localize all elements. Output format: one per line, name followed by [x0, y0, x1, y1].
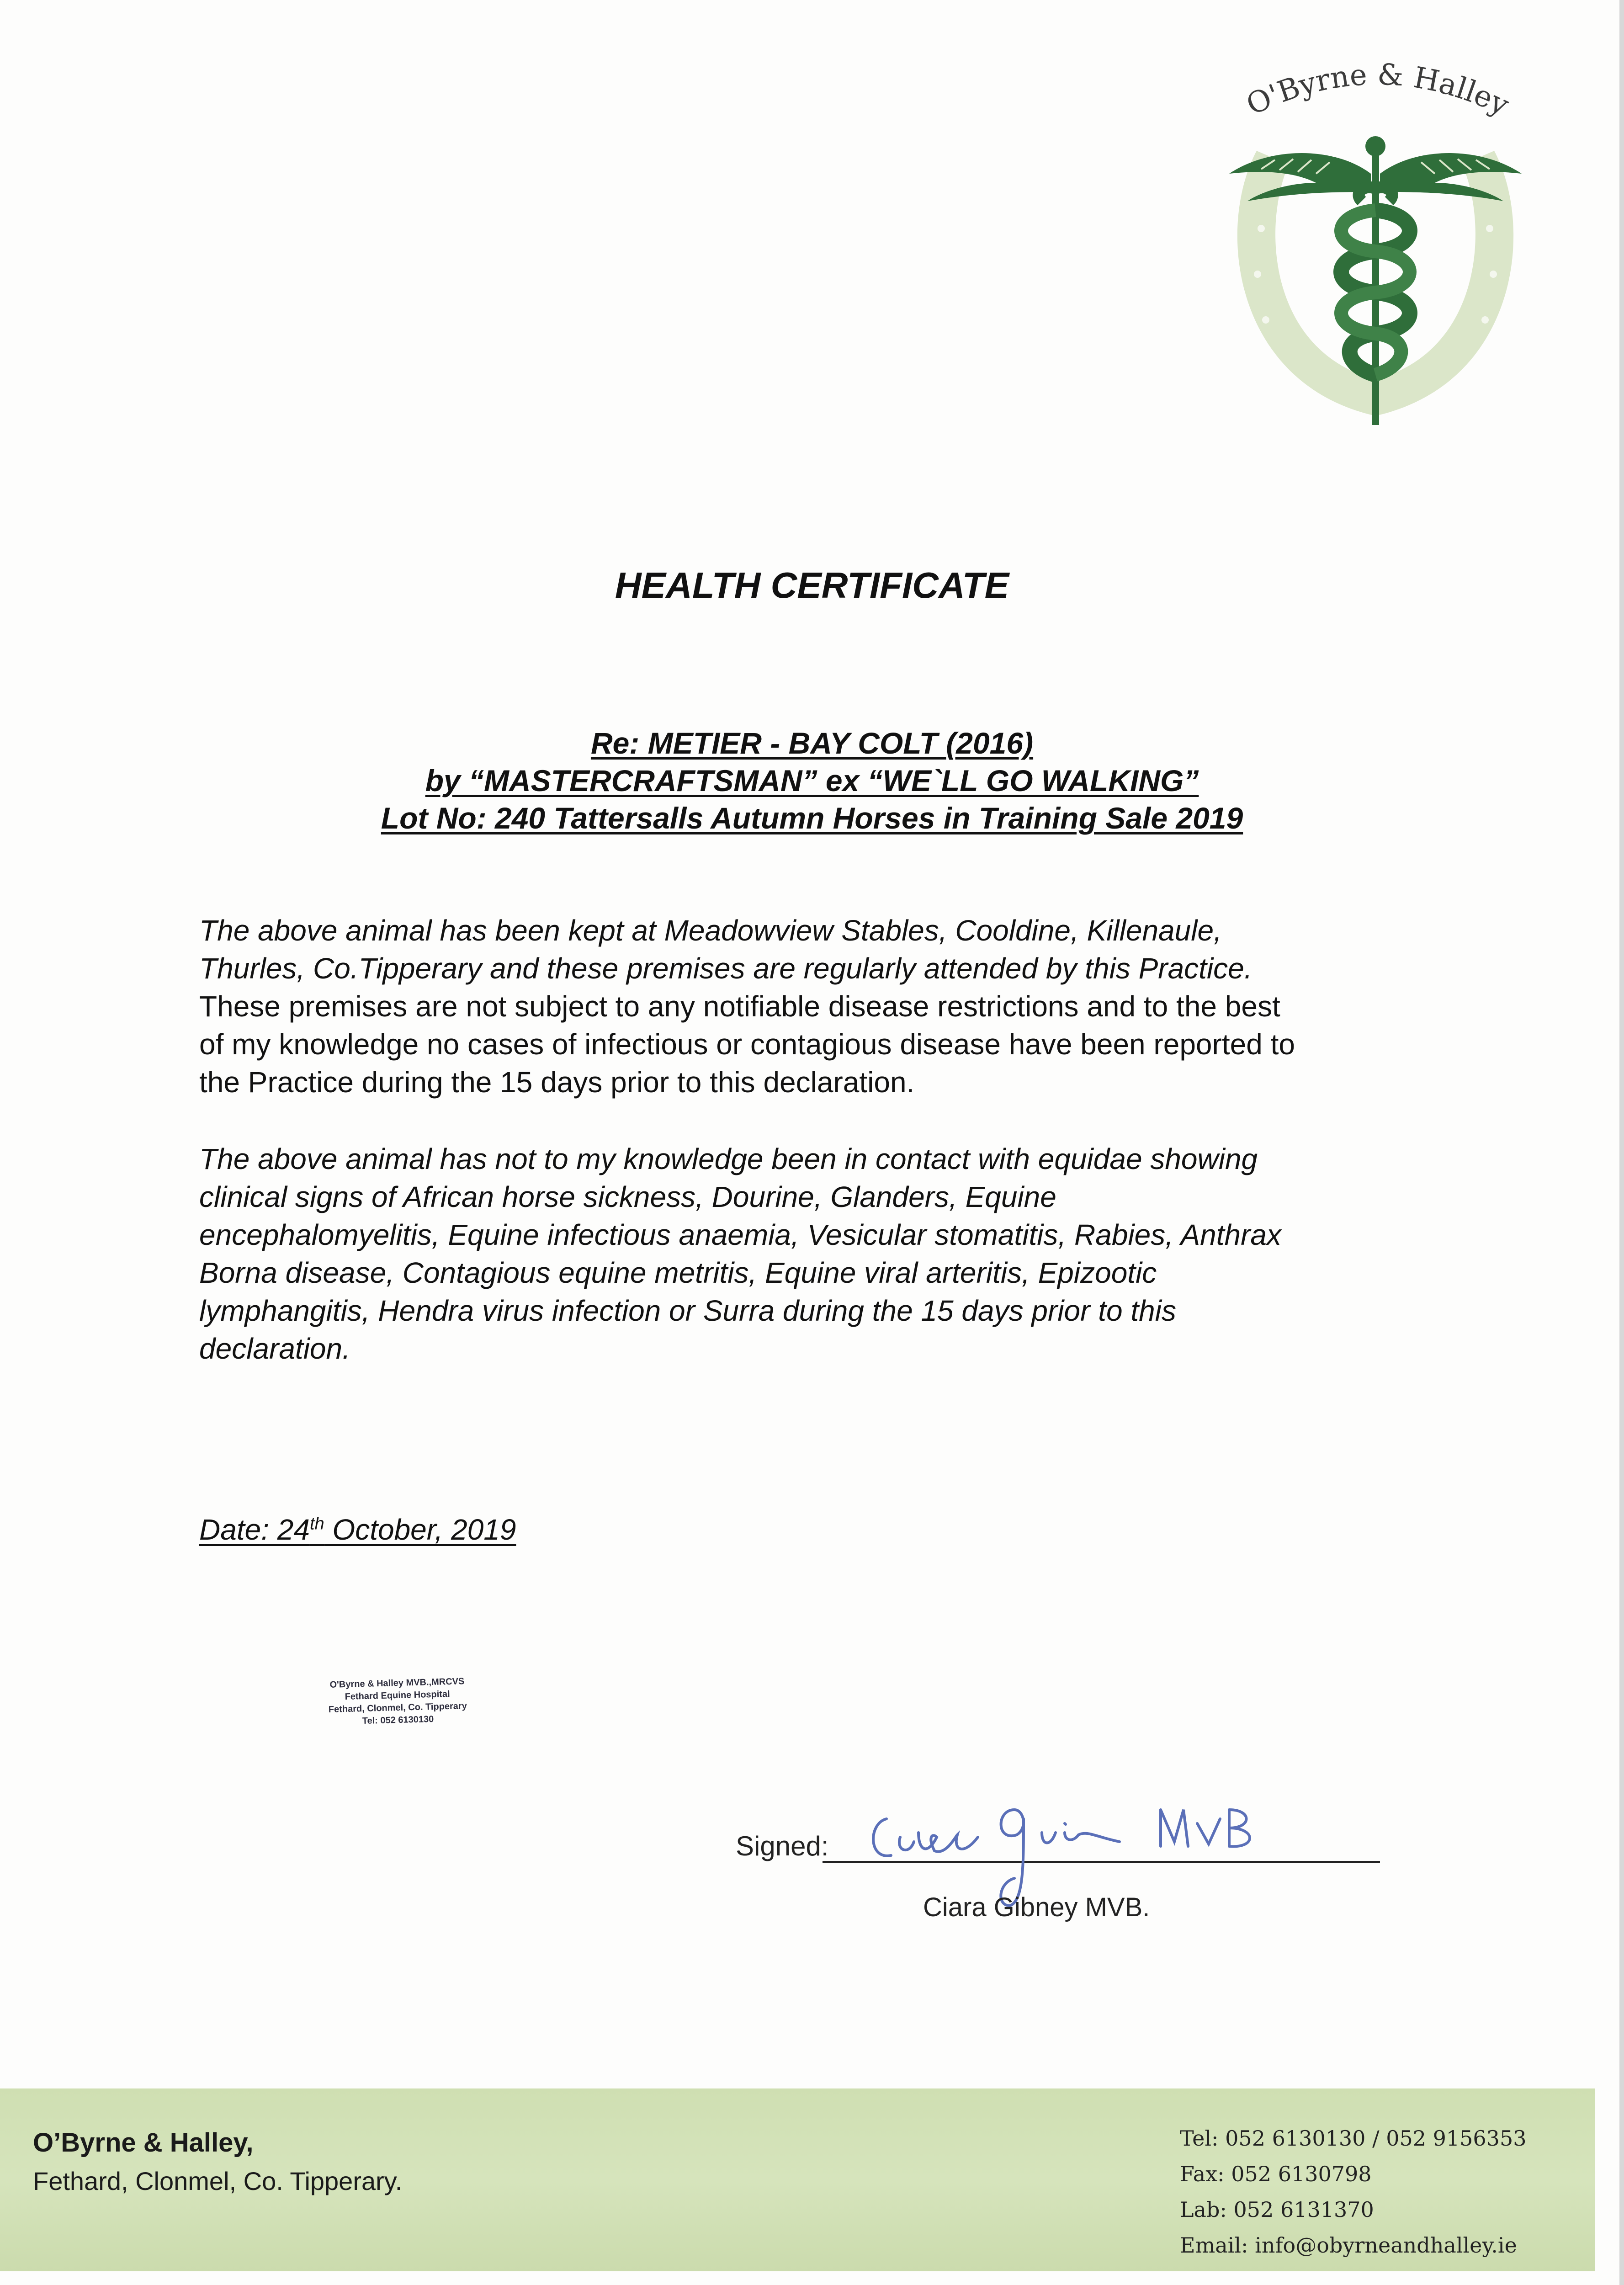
- firm-name: O’Byrne & Halley,: [33, 2128, 254, 2157]
- paragraph-line: lymphangitis, Hendra virus infection or Surra during the 15 days prior to this: [199, 1294, 1176, 1327]
- subject-line-2: by “MASTERCRAFTSMAN” ex “WE`LL GO WALKING”: [425, 764, 1199, 797]
- date-prefix: Date: 24: [199, 1513, 310, 1546]
- contact-disease-paragraph: [199, 1140, 1451, 1368]
- date-rest: October, 2019: [324, 1513, 516, 1546]
- paragraph-line: Thurles, Co.Tipperary and these premises are regularly attended by this Practice.: [199, 952, 1252, 985]
- contact-details: [1180, 2120, 1526, 2263]
- paragraph-line: the Practice during the 15 days prior to this declaration.: [199, 1066, 915, 1099]
- paragraph-line: clinical signs of African horse sickness, Dourine, Glanders, Equine: [199, 1180, 1056, 1213]
- document-title: HEALTH CERTIFICATE: [615, 565, 1009, 606]
- paragraph-line: These premises are not subject to any notifiable disease restrictions and to the best: [199, 990, 1280, 1023]
- subject-line-3: Lot No: 240 Tattersalls Autumn Horses in Training Sale 2019: [381, 801, 1243, 835]
- subject-line-1: Re: METIER - BAY COLT (2016): [590, 726, 1034, 760]
- certificate-date: [199, 1513, 516, 1546]
- logo-text: O'Byrne & Halley: [1241, 58, 1514, 122]
- lab-number: Lab: 052 6131370: [1180, 2197, 1374, 2222]
- paragraph-line: The above animal has been kept at Meadowview Stables, Cooldine, Killenaule,: [199, 914, 1222, 947]
- paragraph-line: Borna disease, Contagious equine metritis, Equine viral arteritis, Epizootic: [199, 1256, 1157, 1289]
- paragraph-line: declaration.: [199, 1332, 350, 1365]
- practice-logo: [1206, 37, 1544, 439]
- practice-stamp: [292, 1674, 504, 1729]
- stamp-line: Fethard, Clonmel, Co. Tipperary: [328, 1701, 467, 1715]
- letterhead-footer: [0, 2088, 1595, 2271]
- signer-name: Ciara Gibney MVB.: [923, 1892, 1150, 1922]
- page-edge: [1619, 0, 1624, 2285]
- paragraph-line: The above animal has not to my knowledge been in contact with equidae showing: [199, 1142, 1258, 1175]
- fax-number: Fax: 052 6130798: [1180, 2162, 1372, 2186]
- paragraph-line: encephalomyelitis, Equine infectious anaemia, Vesicular stomatitis, Rabies, Anthrax: [199, 1218, 1281, 1251]
- phone-number: Tel: 052 6130130 / 052 9156353: [1180, 2126, 1527, 2151]
- caduceus-horseshoe-icon: [1206, 37, 1544, 439]
- date-suffix: th: [309, 1514, 324, 1534]
- firm-address: Fethard, Clonmel, Co. Tipperary.: [33, 2167, 403, 2195]
- subject-block: [0, 724, 1624, 837]
- paragraph-line: of my knowledge no cases of infectious or contagious disease have been reported to: [199, 1028, 1295, 1061]
- stamp-line: O'Byrne & Halley MVB.,MRCVS: [329, 1676, 465, 1690]
- signed-label: Signed:: [736, 1831, 829, 1861]
- stamp-line: Tel: 052 6130130: [362, 1714, 434, 1727]
- stamp-line: Fethard Equine Hospital: [345, 1689, 450, 1702]
- email-address: Email: info@obyrneandhalley.ie: [1180, 2233, 1517, 2258]
- premises-paragraph: [199, 912, 1451, 1101]
